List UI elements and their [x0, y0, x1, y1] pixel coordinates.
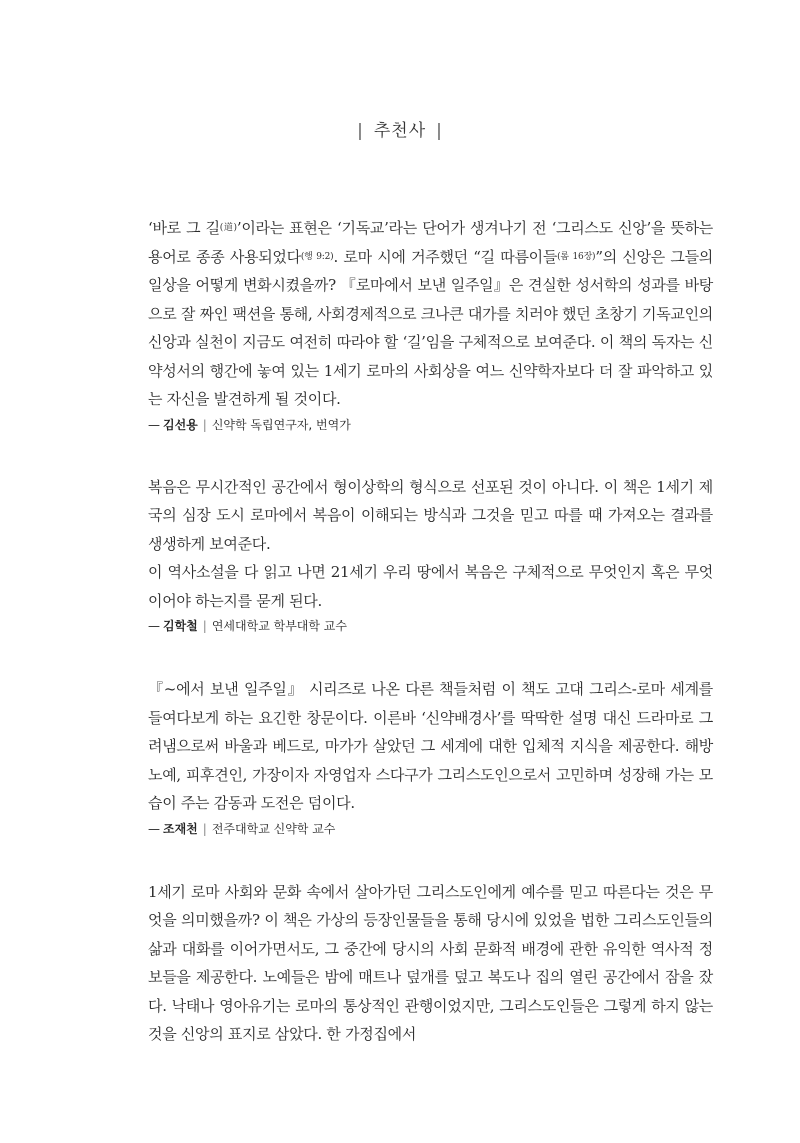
recommendations: [148, 214, 713, 1049]
text-segment: ’이라는 표현은 ‘기독교’라는 단어가 생겨나기 전 ‘그리스도 신앙’을 뜻하는 용어로 종종 사용되었다: [148, 219, 713, 266]
recommender-role: 연세대학교 학부대학 교수: [211, 619, 347, 633]
attribution: [148, 617, 713, 635]
scripture-reference: (롬 16장): [557, 251, 596, 262]
attribution-dash: —: [148, 619, 160, 633]
scripture-reference: (행 9:2): [300, 251, 334, 262]
heading-bar-left: |: [357, 121, 364, 141]
text-segment: ‘바로 그 길: [148, 219, 220, 237]
recommender-role: 신약학 독립연구자, 번역가: [211, 417, 351, 432]
recommender-name: 김학철: [163, 619, 198, 633]
heading-bar-right: |: [436, 121, 443, 141]
recommendation-1: [148, 214, 713, 434]
attribution: [148, 416, 713, 434]
recommendation-text: 『~에서 보낸 일주일』 시리즈로 나온 다른 책들처럼 이 책도 고대 그리스-로마 세계를 들여다보게 하는 요긴한 창문이다. 이른바 ‘신약배경사’를 딱딱한 설명 대신 드라마로 그려냄으로써 바울과 베드로, 마가가 살았던 그 세계에 대한 입체적 지식을 제공한다. 해방 노예, 피후견인, 가장이자 자영업자 스다구가 그리스도인으로서 고민하며 성장해 가는 모습이 주는 감동과 도전은 덤이다.: [148, 680, 713, 812]
attribution-dash: —: [148, 821, 160, 836]
recommender-name: 조재천: [163, 821, 198, 836]
attribution-dash: —: [148, 417, 160, 432]
recommender-name: 김선용: [163, 417, 198, 432]
text-segment: ”의 신앙은 그들의 일상을 어떻게 변화시켰을까? 『로마에서 보낸 일주일』은 견실한 성서학의 성과를 바탕으로 잘 짜인 팩션을 통해, 사회경제적으로 크나큰 대가를 치러야 했던 초창기 기독교인의 신앙과 실천이 지금도 여전히 따라야 할 ‘길’임을 구체적으로 보여준다. 이 책의 독자는 신약성서의 행간에 놓여 있는 1세기 로마의 사회상을 여느 신약학자보다 더 잘 파악하고 있는 자신을 발견하게 될 것이다.: [148, 247, 713, 408]
recommender-role: 전주대학교 신약학 교수: [211, 821, 336, 836]
recommendation-2: [148, 473, 713, 636]
recommendation-text: 복음은 무시간적인 공간에서 형이상학의 형식으로 선포된 것이 아니다. 이 책은 1세기 제국의 심장 도시 로마에서 복음이 이해되는 방식과 그것을 믿고 따를 때 가져오는 결과를 생생하게 보여준다.: [148, 477, 713, 553]
page-heading: [0, 116, 800, 141]
recommendation-text: [148, 214, 713, 414]
heading-title: 추천사: [373, 121, 427, 141]
recommendation-3: [148, 675, 713, 838]
text-segment: . 로마 시에 거주했던 “길 따름이들: [333, 247, 558, 266]
attribution-separator: |: [202, 821, 207, 836]
recommendation-text: 1세기 로마 사회와 문화 속에서 살아가던 그리스도인에게 예수를 믿고 따른다는 것은 무엇을 의미했을까? 이 책은 가상의 등장인물들을 통해 당시에 있었을 법한 그리스도인들의 삶과 대화를 이어가면서도, 그 중간에 당시의 사회 문화적 배경에 관한 유익한 역사적 정보들을 제공한다. 노예들은 밤에 매트나 덮개를 덮고 복도나 집의 열린 공간에서 잠을 잤다. 낙태나 영아유기는 로마의 통상적인 관행이었지만, 그리스도인들은 그렇게 하지 않는 것을 신앙의 표지로 삼았다. 한 가정집에서: [148, 882, 713, 1043]
recommendation-text: 이 역사소설을 다 읽고 나면 21세기 우리 땅에서 복음은 구체적으로 무엇인지 혹은 무엇이어야 하는지를 묻게 된다.: [148, 563, 713, 610]
recommendation-4: [148, 878, 713, 1049]
attribution: [148, 820, 713, 838]
footnote-marker: (道): [219, 223, 237, 233]
attribution-separator: |: [202, 417, 207, 432]
attribution-separator: |: [202, 619, 207, 633]
